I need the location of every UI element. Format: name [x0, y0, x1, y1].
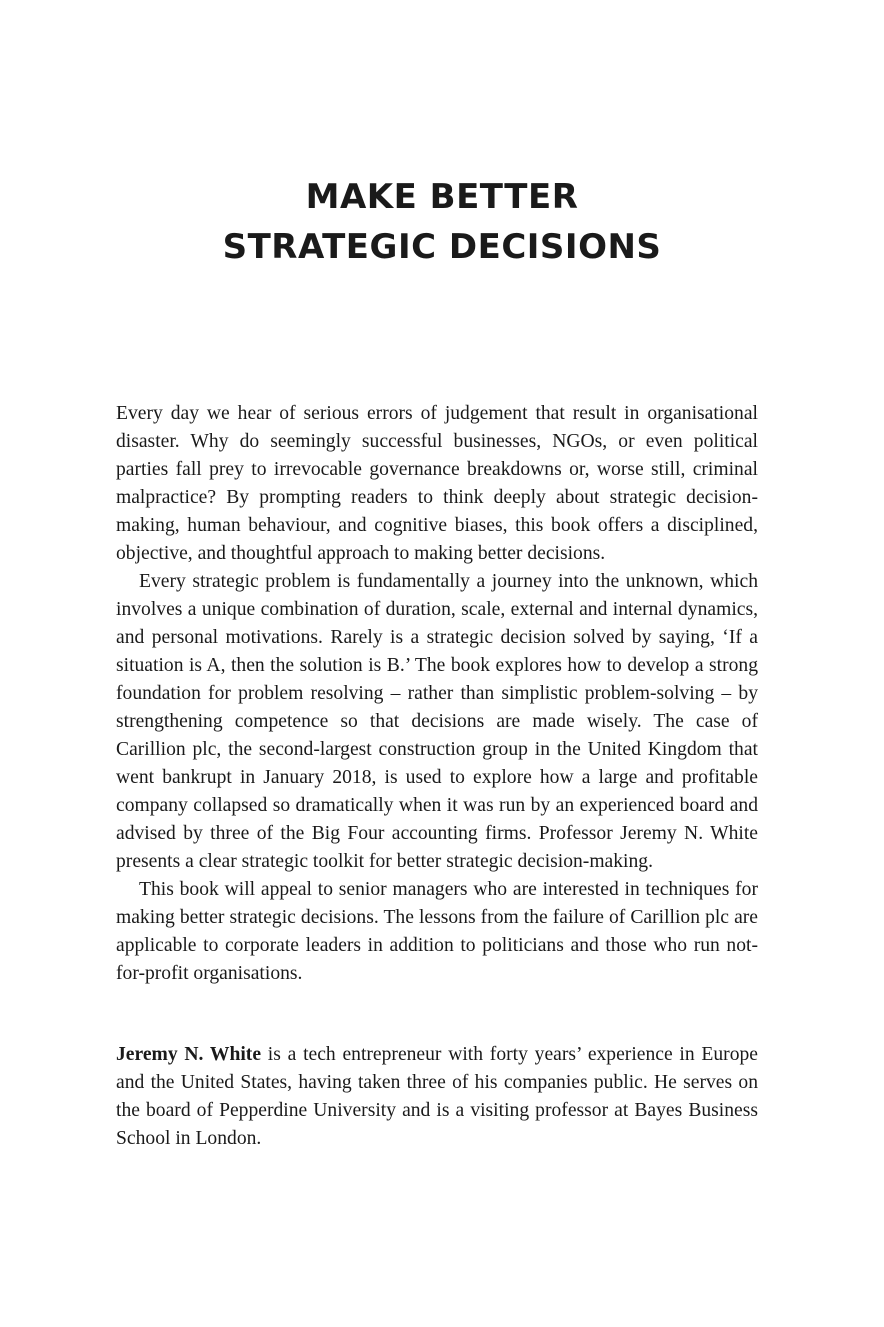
author-bio	[116, 1041, 758, 1153]
page-title	[0, 172, 884, 272]
title-line-1: MAKE BETTER	[305, 177, 579, 217]
paragraph-intro: Every day we hear of serious errors of judgement that result in organisational disaster. Why do seemingly successful businesses, NGOs, or even political parties fall prey to irrevocable governance breakdowns or, worse still, criminal malpractice? By prompting readers to think deeply about strategic decision-making, human behaviour, and cognitive biases, this book offers a disciplined, objective, and thoughtful approach to making better decisions.	[116, 403, 758, 564]
paragraph-audience: This book will appeal to senior managers who are interested in techniques for making better strategic decisions. The lessons from the failure of Carillion plc are applicable to corporate leaders in addition to politicians and those who run not-for-profit organisations.	[116, 879, 758, 984]
description-body	[116, 400, 758, 988]
author-bio-text: is a tech entrepreneur with forty years’ experience in Europe and the United States, having taken three of his companies public. He serves on the board of Pepperdine University and is a visiting professor at Bayes Business School in London.	[116, 1044, 758, 1149]
author-name: Jeremy N. White	[116, 1044, 262, 1065]
paragraph-problem: Every strategic problem is fundamentally a journey into the unknown, which involves a unique combination of duration, scale, external and internal dynamics, and personal motivations. Rarely is a strategic decision solved by saying, ‘If a situation is A, then the solution is B.’ The book explores how to develop a strong foundation for problem resolving – rather than simplistic problem-solving – by strengthening competence so that decisions are made wisely. The case of Carillion plc, the second-largest construction group in the United Kingdom that went bankrupt in January 2018, is used to explore how a large and profitable company collapsed so dramatically when it was run by an experienced board and advised by three of the Big Four accounting firms. Professor Jeremy N. White presents a clear strategic toolkit for better strategic decision-making.	[116, 571, 758, 872]
title-line-2: STRATEGIC DECISIONS	[222, 227, 662, 267]
